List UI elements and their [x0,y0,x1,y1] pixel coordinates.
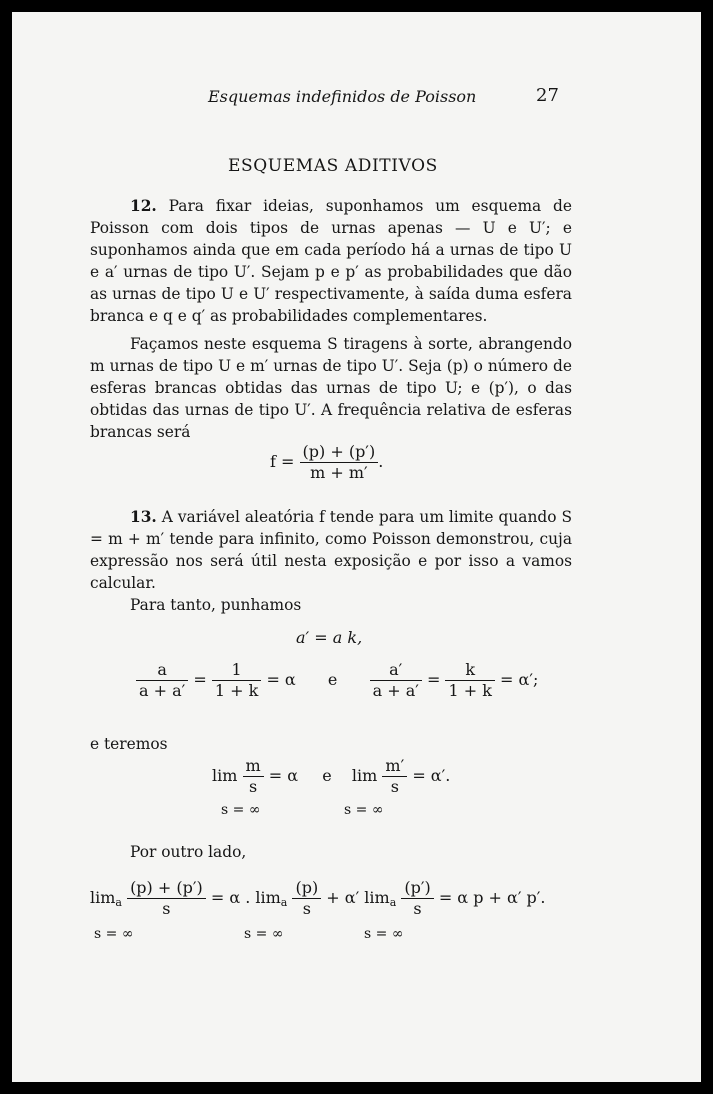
lim1-result: = α [268,766,299,785]
por-outro-text: Por outro lado, [130,843,247,861]
paragraph-number-12: 12. [130,197,157,215]
running-title: Esquemas indefinidos de Poisson [208,87,477,106]
f-denominator: m + m′ [300,462,379,483]
ratio2-equals: = [426,670,441,689]
lim2-operator: lim [351,766,378,785]
f-fraction [300,442,379,483]
ratio2-numerator: a′ [389,660,403,679]
lim2-result: = α′. [412,766,451,785]
ratio1-denominator: a + a′ [136,680,188,701]
b-fraction1 [127,878,206,919]
ratio1-fraction [136,660,188,701]
lim1-limit: s = ∞ [221,802,261,818]
lim2-fraction [382,756,407,797]
ratio1-numerator: a [157,660,167,679]
por-outro-line [90,841,572,863]
teremos-line: e teremos [90,735,168,753]
page-number: 27 [536,85,559,106]
frequency-formula [270,442,383,483]
b-fraction2 [292,878,321,919]
b-numerator1: (p) + (p′) [130,878,203,897]
ratio2-denominator: a + a′ [370,680,422,701]
paragraph-12b [90,333,572,443]
ak-formula: a′ = a k, [296,628,363,647]
paragraph-13 [90,506,572,594]
ratio1-result: = α [266,670,296,689]
ratio2-result: = α′; [500,670,539,689]
paragraph-12-text: Para fixar ideias, suponhamos um esquema de Poisson com dois tipos de urnas apenas — U e U′; e suponhamos ainda que em cada período há a urnas de tipo U e a′ urnas de tipo U′. Sejam p e p′ as probabilidades que dão as urnas de tipo U e U′ respectivamente, à saída duma esfera branca e q e q′ as probabilidades complementares. [90,197,572,325]
f-numerator: (p) + (p′) [302,442,376,461]
b-middle2: + α′ lim [326,888,390,907]
b-denominator1: s [127,898,206,919]
b-numerator2: (p) [295,878,319,897]
ratio-conjunction: e [327,670,338,689]
paragraph-13b [90,594,572,616]
book-page [12,12,701,1082]
paragraph-13-text: A variável aleatória f tende para um limite quando S = m + m′ tende para infinito, como Poisson demonstrou, cuja expressão nos será útil nesta exposição e por isso a vamos calcular. [90,508,572,592]
ratio1b-numerator: 1 [231,660,242,679]
ratio2b-denominator: 1 + k [445,680,494,701]
paragraph-13b-text: Para tanto, punhamos [130,596,302,614]
lim1-operator: lim [212,766,238,785]
b-lim3-subscript: a [389,896,397,909]
f-lhs: f = [270,452,295,471]
ratio-formulas [136,660,538,701]
paragraph-12b-text: Façamos neste esquema S tiragens à sorte, abrangendo m urnas de tipo U e m′ urnas de tipo U′. Seja (p) o número de esferas brancas obtidas das urnas de tipo U; e (p′), o das obtidas das urnas de tipo U′. A frequência relativa de esferas brancas será [90,335,572,441]
b-middle1: = α . lim [210,888,281,907]
lim2-numerator: m′ [385,756,405,775]
lim1-denominator: s [243,776,264,797]
lim-conjunction: e [322,766,332,785]
b-fraction3 [401,878,433,919]
b-result: = α p + α′ p′. [438,888,546,907]
b-lim2-subscript: a [280,896,288,909]
b-limit2: s = ∞ [244,926,284,942]
paragraph-number-13: 13. [130,508,157,526]
lim1-fraction [243,756,264,797]
b-limit1: s = ∞ [94,926,134,942]
b-numerator3: (p′) [404,878,431,897]
b-lim1-subscript: a [115,896,122,909]
lim2-denominator: s [382,776,407,797]
ratio2b-fraction [445,660,494,701]
ratio1b-fraction [212,660,261,701]
ratio2-fraction [370,660,422,701]
ratio2b-numerator: k [465,660,476,679]
ratio1-equals: = [193,670,207,689]
section-title: ESQUEMAS ADITIVOS [228,156,438,176]
b-denominator3: s [401,898,433,919]
b-limit3: s = ∞ [364,926,404,942]
b-lim1-operator: lim [90,888,116,907]
lim2-limit: s = ∞ [344,802,384,818]
limit-formulas [212,756,450,797]
long-limit-formula [90,878,546,919]
f-end: . [378,452,384,471]
paragraph-12 [90,195,572,327]
ratio1b-denominator: 1 + k [212,680,261,701]
b-denominator2: s [292,898,321,919]
lim1-numerator: m [245,756,261,775]
